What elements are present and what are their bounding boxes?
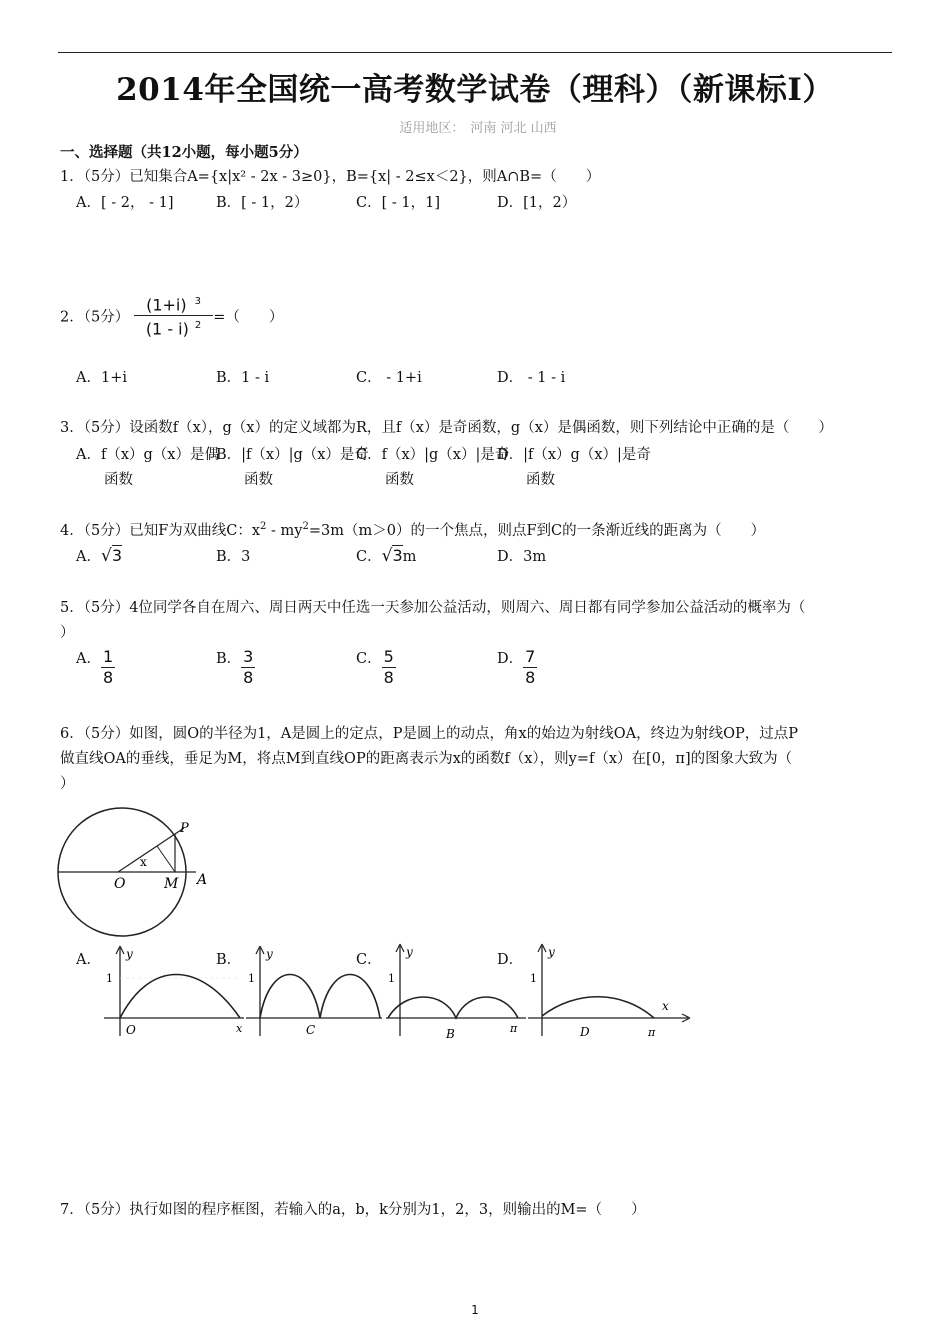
q6-option-a[interactable]: A．: [76, 952, 101, 968]
svg-text:1: 1: [248, 972, 255, 985]
section-heading: 一、选择题（共12小题，每小题5分）: [60, 144, 308, 161]
q6-stem-cont2: ）: [60, 776, 75, 792]
svg-text:B: B: [446, 1027, 455, 1040]
svg-text:1: 1: [106, 972, 113, 985]
q2-tail: =（ ）: [213, 309, 284, 326]
label-P: P: [180, 821, 189, 836]
graph-d: [526, 940, 696, 1040]
svg-text:1: 1: [388, 972, 395, 985]
sqrt-icon: √: [100, 546, 112, 566]
q5-stem-cont: ）: [60, 625, 75, 641]
q6-option-c[interactable]: C．: [356, 952, 382, 968]
svg-text:π: π: [510, 1022, 518, 1035]
svg-text:O: O: [126, 1023, 136, 1037]
q2-fraction: $\frac{(1+i) ^3}{(1 - i) ^2}$: [134, 292, 213, 340]
q7-stem: 7．（5分）执行如图的程序框图，若输入的a，b，k分别为1，2，3，则输出的M=（ ）: [60, 1202, 646, 1218]
sqrt-icon: √: [381, 546, 393, 566]
circle-figure: [56, 806, 226, 940]
top-rule: [58, 52, 892, 53]
svg-text:y: y: [548, 945, 555, 959]
q5-option-d[interactable]: D． $\frac{7}{8}$: [497, 647, 536, 687]
q3-option-a-cont: 函数: [104, 472, 133, 488]
q2-stem: [60, 292, 283, 340]
q6-stem-cont: 做直线OA的垂线，垂足为M，将点M到直线OP的距离表示为x的函数f（x），则y=f（x）在[0，π]的图象大致为（: [60, 751, 793, 767]
q3-stem: 3．（5分）设函数f（x），g（x）的定义域都为R，且f（x）是奇函数，g（x）是偶函数，则下列结论中正确的是（ ）: [60, 420, 833, 436]
graph-c: [384, 940, 530, 1040]
region-line: [0, 117, 950, 136]
q3-option-c[interactable]: C．f（x）|g（x）|是奇: [356, 447, 510, 463]
graph-b: [244, 940, 386, 1040]
q3-option-a[interactable]: A．f（x）g（x）是偶: [76, 447, 219, 463]
q5-option-c[interactable]: C． $\frac{5}{8}$: [356, 647, 394, 687]
q2-number: 2．（5分）: [60, 309, 130, 326]
q1-stem: 1．（5分）已知集合A={x|x² - 2x - 3≥0}，B={x| - 2≤x＜2}，则A∩B=（ ）: [60, 169, 601, 185]
region-values: 河南 河北 山西: [470, 121, 557, 136]
q4-stem: 4．（5分）已知F为双曲线C：$x^2 - my^2=3m(m>0)$的一个焦点，则点F到C的一条渐近线的距离为（ ）: [60, 521, 766, 539]
svg-text:x: x: [236, 1022, 243, 1035]
q6-stem: 6．（5分）如图，圆O的半径为1，A是圆上的定点，P是圆上的动点，角x的始边为射线OA，终边为射线OP，过点P: [60, 726, 798, 742]
q4-option-c[interactable]: C．√3m: [356, 546, 417, 566]
q3-option-b[interactable]: B．|f（x）|g（x）是奇: [216, 447, 369, 463]
q3-option-b-cont: 函数: [244, 472, 273, 488]
svg-text:y: y: [266, 947, 273, 961]
q2-option-d[interactable]: D． - 1 - i: [497, 370, 566, 386]
q5-stem: 5．（5分）4位同学各自在周六、周日两天中任选一天参加公益活动，则周六、周日都有同学参加公益活动的概率为（: [60, 600, 806, 616]
page-number: 1: [471, 1303, 479, 1317]
svg-text:x: x: [662, 999, 669, 1013]
q1-option-a[interactable]: A．[ - 2， - 1]: [76, 195, 174, 211]
q2-option-b[interactable]: B．1 - i: [216, 370, 270, 386]
q4-option-b[interactable]: B．3: [216, 549, 251, 565]
region-label: 适用地区：: [399, 121, 465, 136]
q3-option-c-cont: 函数: [385, 472, 414, 488]
q3-option-d[interactable]: D．|f（x）g（x）|是奇: [497, 447, 651, 463]
label-x: x: [140, 855, 147, 869]
svg-text:y: y: [126, 947, 133, 961]
q2-option-c[interactable]: C． - 1+i: [356, 370, 422, 386]
q5-option-b[interactable]: B． $\frac{3}{8}$: [216, 647, 254, 687]
q4-option-a[interactable]: A．√3: [76, 546, 123, 566]
svg-text:C: C: [306, 1023, 316, 1037]
label-O: O: [114, 876, 126, 892]
q1-option-b[interactable]: B．[ - 1，2）: [216, 195, 309, 211]
q6-option-d[interactable]: D．: [497, 952, 524, 968]
svg-text:y: y: [406, 945, 413, 959]
svg-text:D: D: [580, 1025, 590, 1039]
q5-option-a[interactable]: A． $\frac{1}{8}$: [76, 647, 114, 687]
q2-option-a[interactable]: A．1+i: [76, 370, 127, 386]
exam-title: 2014年全国统一高考数学试卷（理科）（新课标Ⅰ）: [116, 72, 834, 108]
graph-a: [100, 940, 248, 1040]
label-A: A: [197, 872, 208, 888]
q4-option-d[interactable]: D．3m: [497, 549, 547, 565]
q3-option-d-cont: 函数: [526, 472, 555, 488]
svg-text:π: π: [648, 1026, 656, 1039]
label-M: M: [164, 876, 179, 892]
q1-option-d[interactable]: D．[1，2）: [497, 195, 577, 211]
q1-option-c[interactable]: C．[ - 1，1]: [356, 195, 440, 211]
svg-text:1: 1: [530, 972, 537, 985]
q6-option-b[interactable]: B．: [216, 952, 242, 968]
